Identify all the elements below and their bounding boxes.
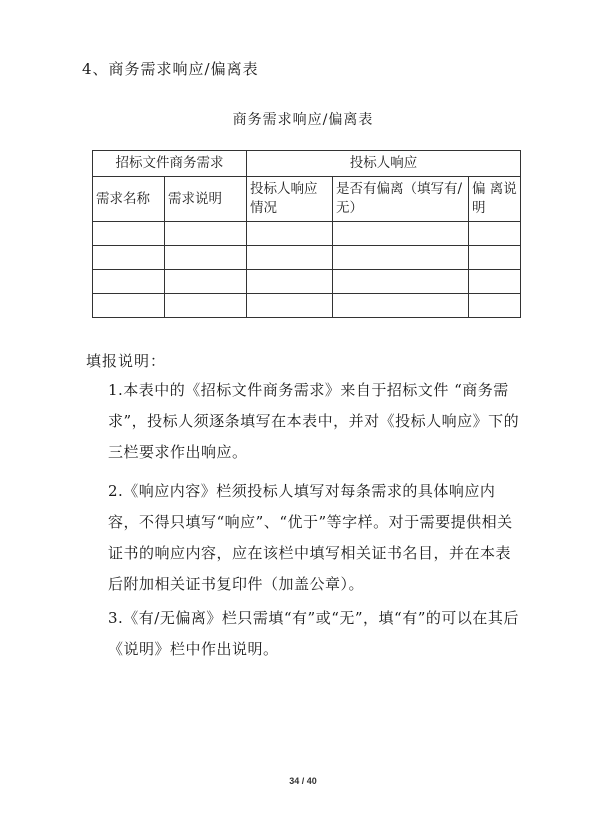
table-title: 商务需求响应/偏离表	[232, 112, 374, 128]
table-group-header-row	[93, 151, 521, 177]
table-row	[93, 222, 521, 246]
table-row	[93, 294, 521, 318]
notes-title: 填报说明：	[86, 352, 167, 370]
table-column-header-row	[93, 177, 521, 222]
group-header-tender-requirements: 招标文件商务需求	[93, 151, 247, 177]
column-header-bidder-response: 投标人响应情况	[247, 177, 333, 222]
note-item-1: 1.本表中的《招标文件商务需求》来自于招标文件 “商务需求”，投标人须逐条填写在本表中，并对《投标人响应》下的三栏要求作出响应。	[108, 381, 520, 461]
column-header-deviation-flag: 是否有偏离（填写有/无）	[333, 177, 469, 222]
column-header-requirement-description: 需求说明	[165, 177, 247, 222]
note-item-2: 2.《响应内容》栏须投标人填写对每条需求的具体响应内容，不得只填写“响应”、“优于”等字样。对于需要提供相关证书的响应内容，应在该栏中填写相关证书名目，并在本表后附加相关证书复印件（加盖公章）。	[108, 482, 513, 593]
table-row	[93, 270, 521, 294]
note-item-3: 3.《有/无偏离》栏只需填“有”或“无”，填“有”的可以在其后《说明》栏中作出说明。	[108, 609, 519, 658]
table-row	[93, 246, 521, 270]
column-header-requirement-name: 需求名称	[93, 177, 165, 222]
page-number: 34 / 40	[289, 776, 317, 786]
column-header-deviation-note: 偏 离说明	[469, 177, 521, 222]
commercial-response-table	[92, 150, 521, 318]
section-heading: 4、商务需求响应/偏离表	[82, 60, 259, 78]
group-header-bidder-response: 投标人响应	[247, 151, 521, 177]
